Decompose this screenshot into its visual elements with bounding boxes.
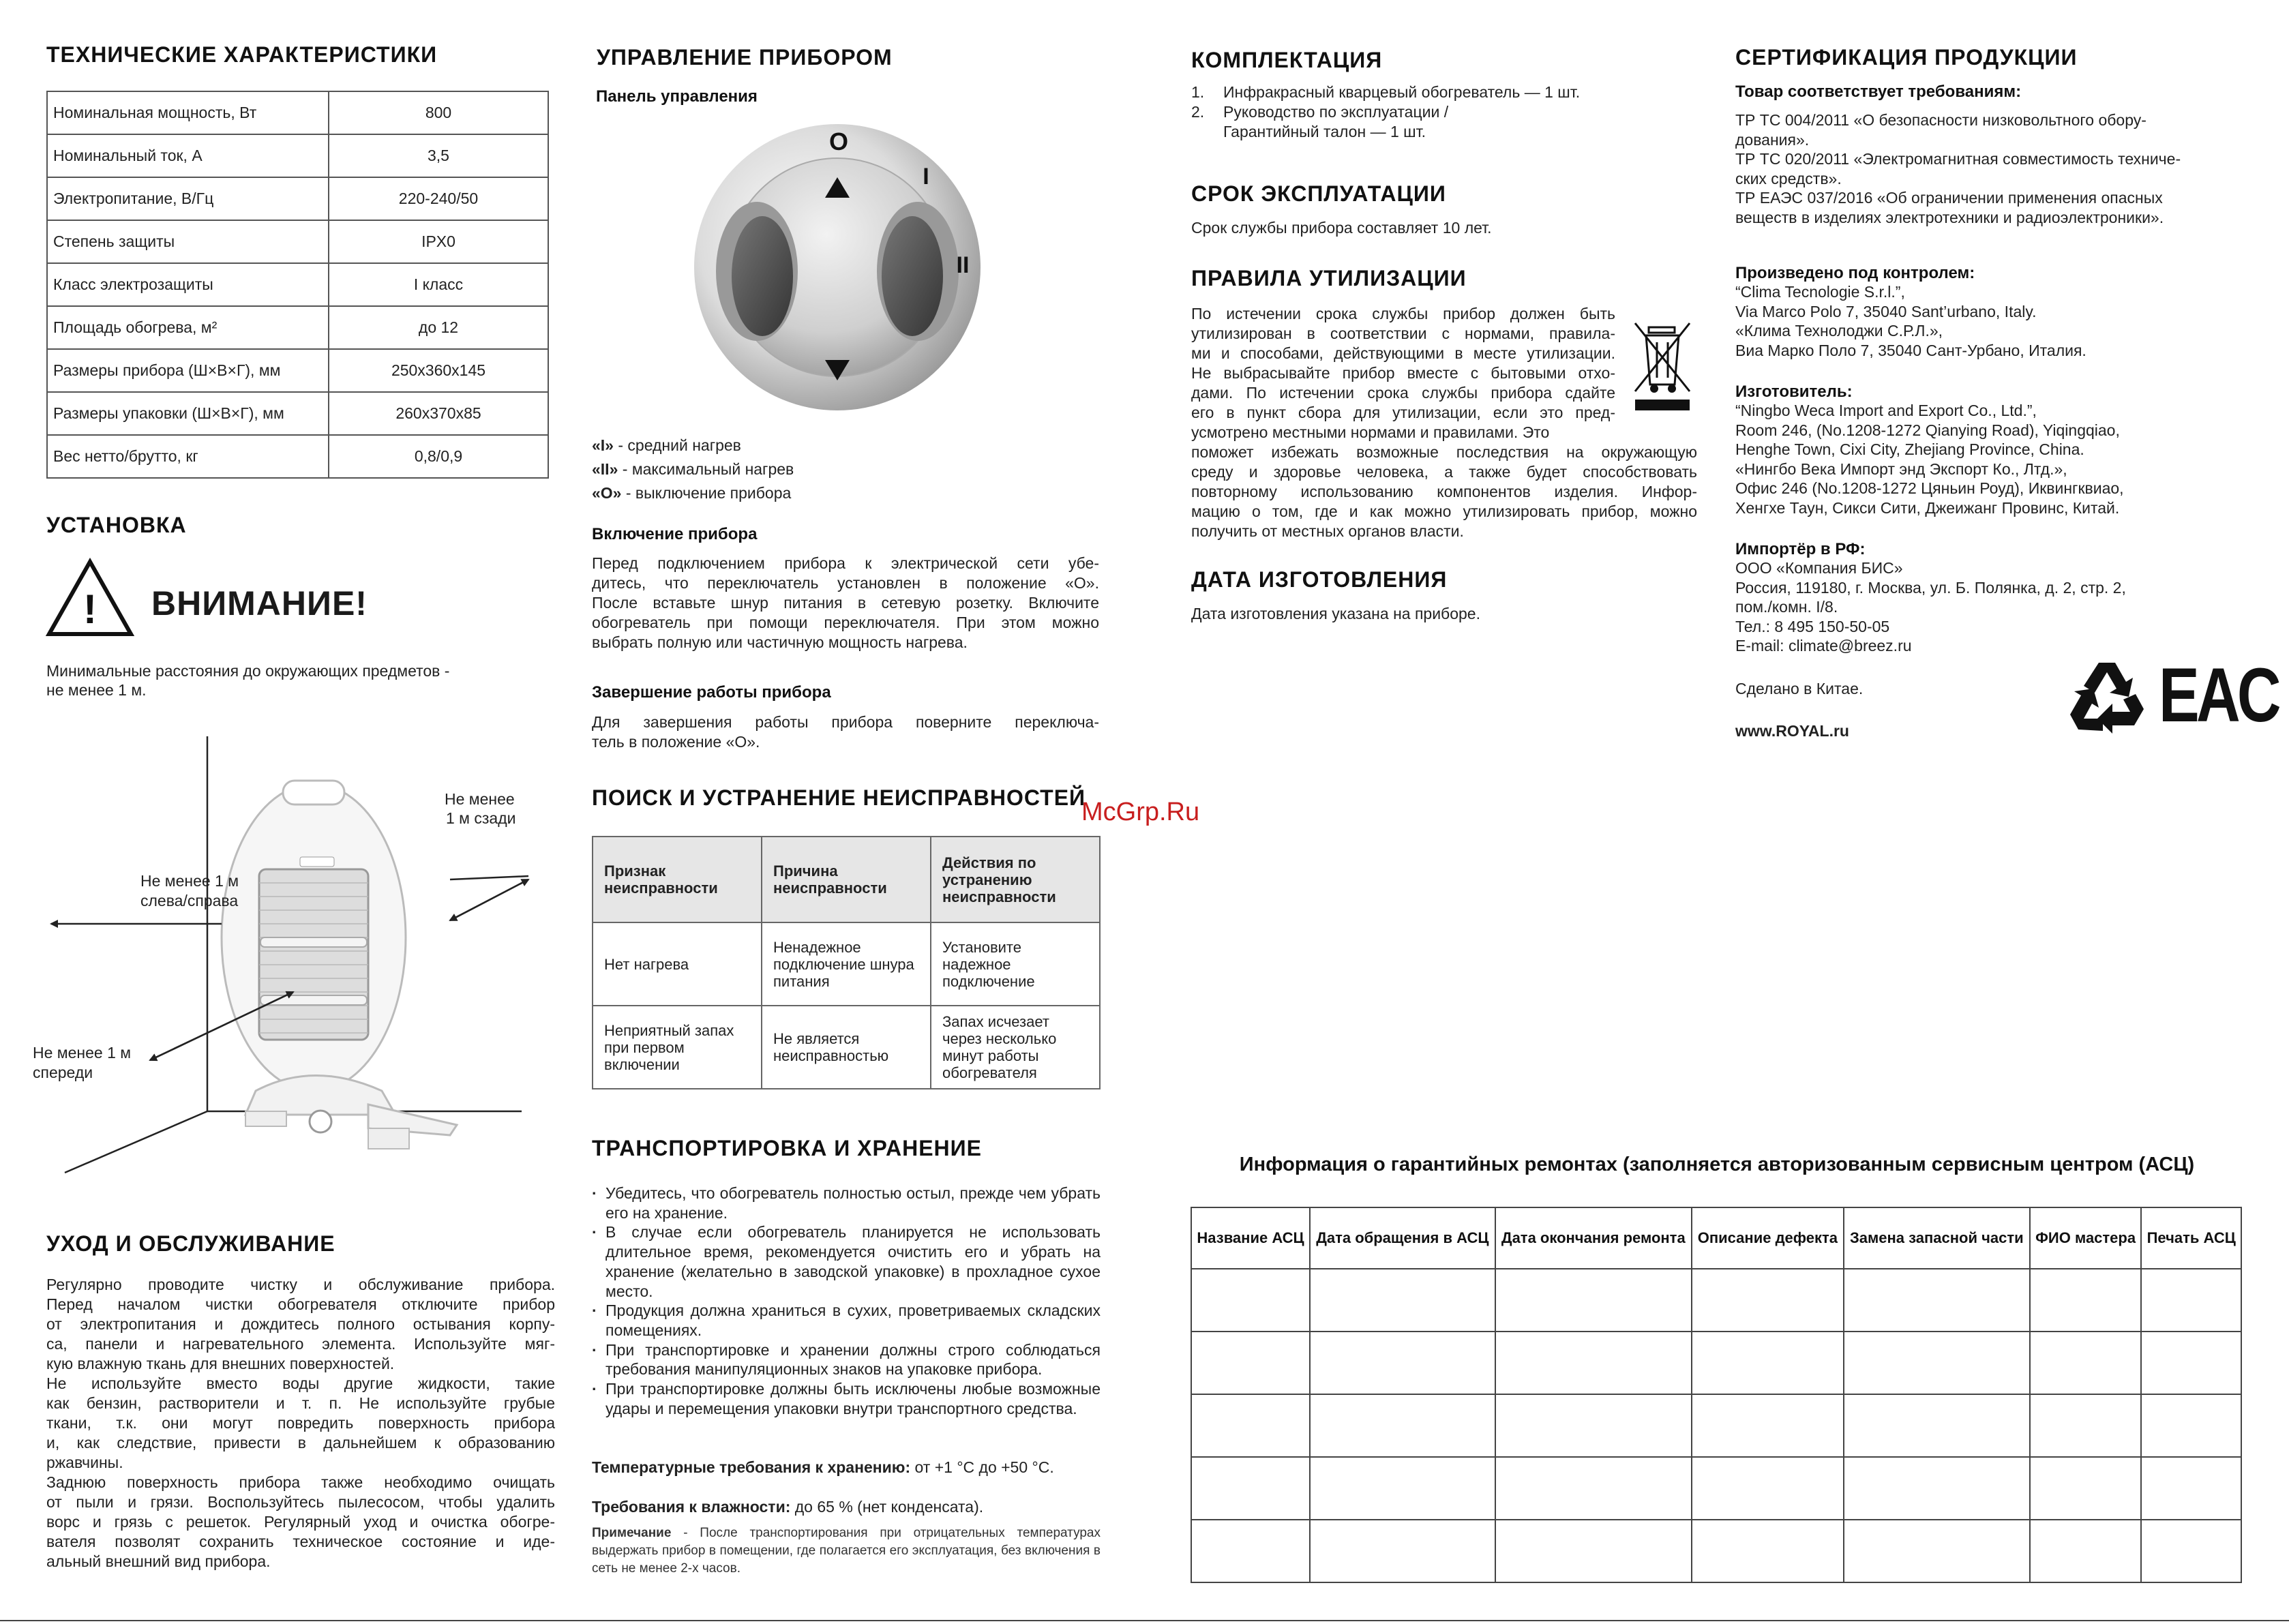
spec-key: Площадь обогрева, м² <box>47 306 329 349</box>
disposal-text-narrow <box>1191 304 1615 442</box>
text-line: ТР ТС 020/2011 «Электромагнитная совместимость техниче- <box>1735 150 2181 168</box>
spec-value: 260х370х85 <box>329 392 548 435</box>
text-line: ТР ЕАЭС 037/2016 «Об ограничении применения опасных <box>1735 189 2163 207</box>
power-on-title: Включение прибора <box>592 525 758 543</box>
transport-bullet: · При транспортировке должны быть исключены любые возможные удары и перемещения упаковки внутри транспортного средства. <box>589 1379 1101 1418</box>
text-line: По истечении срока службы прибор должен быть <box>1191 305 1615 322</box>
spec-value: 250х360х145 <box>329 349 548 392</box>
kit-item-number: 1. <box>1191 83 1205 101</box>
text-line: дами. По истечении срока службы прибора сдайте <box>1191 384 1615 402</box>
text-line: как бензин, растворители и т. п. Не используйте грубые <box>46 1394 555 1412</box>
repair-cell[interactable] <box>1310 1457 1495 1520</box>
repair-header: Печать АСЦ <box>2141 1207 2241 1269</box>
repair-row <box>1191 1332 2241 1394</box>
repair-cell[interactable] <box>1692 1269 1844 1332</box>
spec-key: Номинальная мощность, Вт <box>47 91 329 134</box>
text-line: пом./комн. I/8. <box>1735 598 1838 616</box>
repair-cell[interactable] <box>2141 1269 2241 1332</box>
label-side-1: Не менее 1 м <box>140 872 239 890</box>
min-distance-line-2: не менее 1 м. <box>46 681 147 699</box>
warning-triangle-icon <box>45 558 135 638</box>
text-line: ворс и грязь с решеток. Регулярный уход и очистка обогре- <box>46 1513 555 1531</box>
cert-requirements <box>1735 110 2245 227</box>
spec-value: 3,5 <box>329 134 548 177</box>
legend-text: - выключение прибора <box>621 484 792 502</box>
recycle-icon <box>2065 657 2149 739</box>
kit-item-text: Руководство по эксплуатации / <box>1223 103 1449 121</box>
repair-row <box>1191 1457 2241 1520</box>
text-line: повторному использованию компонентов изделия. Инфор- <box>1191 483 1697 500</box>
text-line: “Clima Tecnologie S.r.l.”, <box>1735 283 1905 301</box>
spec-row <box>47 392 548 435</box>
text-line: и, как следствие, привести в дальнейшем к образованию <box>46 1434 555 1452</box>
text-line: веществ в изделиях электротехники и радиоэлектроники». <box>1735 208 2164 226</box>
label-back-1: Не менее <box>445 790 515 808</box>
knob-label-off: O <box>828 127 849 155</box>
repair-row <box>1191 1269 2241 1332</box>
text-line: Для завершения работы прибора поверните переключа- <box>592 713 1099 731</box>
text-line: «Нингбо Века Импорт энд Экспорт Ко., Лтд.», <box>1735 460 2067 478</box>
disposal-text-wide <box>1191 442 1697 541</box>
control-panel-label: Панель управления <box>596 87 758 106</box>
repair-cell[interactable] <box>1692 1520 1844 1582</box>
kit-item <box>1191 102 1580 122</box>
repair-cell[interactable] <box>1495 1394 1692 1457</box>
trouble-cell: Установите надежное подключение <box>931 922 1100 1006</box>
text-line: утилизирован в соответствии с нормами, правила- <box>1191 325 1615 342</box>
legend-item <box>592 457 794 481</box>
text-line: Виа Марко Поло 7, 35040 Сант-Урбано, Италия. <box>1735 341 2086 359</box>
transport-title: ТРАНСПОРТИРОВКА И ХРАНЕНИЕ <box>592 1136 982 1160</box>
text-line: Заднюю поверхность прибора также необходимо очищать <box>46 1473 555 1491</box>
repair-cell[interactable] <box>1844 1332 2030 1394</box>
spec-row <box>47 177 548 220</box>
spec-row <box>47 134 548 177</box>
text-line: ми и способами, действующими в месте утилизации. <box>1191 344 1615 362</box>
repair-cell[interactable] <box>1191 1457 1310 1520</box>
cert-title: СЕРТИФИКАЦИЯ ПРОДУКЦИИ <box>1735 45 2078 70</box>
trouble-cell: Не является неисправностью <box>762 1006 931 1089</box>
importer-address <box>1735 558 2126 656</box>
label-side-2: слева/справа <box>140 892 239 909</box>
spec-value: IPX0 <box>329 220 548 263</box>
made-in: Сделано в Китае. <box>1735 680 1864 697</box>
repair-row <box>1191 1520 2241 1582</box>
kit-item <box>1191 122 1580 142</box>
care-text <box>46 1275 555 1572</box>
repair-cell[interactable] <box>2141 1520 2241 1582</box>
repair-cell[interactable] <box>1495 1520 1692 1582</box>
weee-bin-icon <box>1631 319 1695 415</box>
spec-row <box>47 91 548 134</box>
text-line: усмотрено местными нормами и правилами. Это <box>1191 423 1550 441</box>
text-line: ткани, т.к. они могут повредить поверхность прибора <box>46 1414 555 1432</box>
text-line: альный внешний вид прибора. <box>46 1552 271 1570</box>
text-line: Не выбрасывайте прибор вместе с бытовыми отхо- <box>1191 364 1615 382</box>
text-line: Офис 246 (No.1208-1272 Цяньин Роуд), Иквингквиао, <box>1735 479 2124 497</box>
install-title: УСТАНОВКА <box>46 513 187 537</box>
repair-header: Описание дефекта <box>1692 1207 1844 1269</box>
trouble-cell: Неприятный запах при первом включении <box>593 1006 762 1089</box>
text-line: “Ningbo Weca Import and Export Co., Ltd.”, <box>1735 402 2037 419</box>
text-line: са, панели и нагревательного элемента. Используйте мяг- <box>46 1335 555 1353</box>
repair-cell[interactable] <box>1310 1332 1495 1394</box>
temp-value: от +1 °C до +50 °C. <box>910 1458 1054 1476</box>
warning-glyph: ! <box>83 586 97 632</box>
text-line: E-mail: climate@breez.ru <box>1735 637 1912 655</box>
text-line: ских средств». <box>1735 169 1842 187</box>
repair-cell[interactable] <box>1844 1457 2030 1520</box>
transport-bullet: · Убедитесь, что обогреватель полностью остыл, прежде чем убрать его на хранение. <box>589 1184 1101 1222</box>
kit-item-text: Инфракрасный кварцевый обогреватель — 1 шт. <box>1223 83 1581 101</box>
legend-symbol: «II» <box>592 460 618 478</box>
control-knob[interactable] <box>689 116 989 423</box>
temp-requirements <box>592 1458 1054 1477</box>
knob-label-max: II <box>956 252 970 278</box>
repair-cell[interactable] <box>1692 1332 1844 1394</box>
repair-header: Дата обращения в АСЦ <box>1310 1207 1495 1269</box>
control-title: УПРАВЛЕНИЕ ПРИБОРОМ <box>597 45 893 70</box>
text-line: Регулярно проводите чистку и обслуживание прибора. <box>46 1276 555 1293</box>
fold-line <box>0 1620 2289 1621</box>
repair-cell[interactable] <box>1495 1332 1692 1394</box>
label-front-2: спереди <box>33 1064 93 1081</box>
text-line: кую влажную ткань для внешних поверхностей. <box>46 1355 395 1372</box>
spec-value: 220-240/50 <box>329 177 548 220</box>
disposal-title: ПРАВИЛА УТИЛИЗАЦИИ <box>1191 266 1467 290</box>
power-on-text <box>592 554 1099 652</box>
kit-title: КОМПЛЕКТАЦИЯ <box>1191 48 1383 72</box>
specs-title: ТЕХНИЧЕСКИЕ ХАРАКТЕРИСТИКИ <box>46 42 438 67</box>
transport-bullet: · Продукция должна храниться в сухих, проветриваемых складских помещениях. <box>589 1301 1101 1340</box>
repair-cell[interactable] <box>1310 1394 1495 1457</box>
repair-cell[interactable] <box>1310 1269 1495 1332</box>
repair-cell[interactable] <box>2030 1457 2142 1520</box>
legend-symbol: «O» <box>592 484 622 502</box>
spec-row <box>47 220 548 263</box>
trouble-header: Действия по устранению неисправности <box>931 837 1100 922</box>
spec-key: Размеры прибора (Ш×В×Г), мм <box>47 349 329 392</box>
text-line: Room 246, (No.1208-1272 Qianying Road), Yiqingqiao, <box>1735 421 2120 439</box>
text-line: поможет избежать возможные последствия на окружающую <box>1191 443 1697 461</box>
trouble-row <box>593 1006 1100 1089</box>
repair-cell[interactable] <box>1844 1269 2030 1332</box>
repair-cell[interactable] <box>2141 1457 2241 1520</box>
maker-title: Изготовитель: <box>1735 382 1853 401</box>
text-line: вателя позволят сохранить техническое состояние и иде- <box>46 1533 555 1550</box>
spec-value: до 12 <box>329 306 548 349</box>
text-line: ООО «Компания БИС» <box>1735 559 1903 577</box>
repair-cell[interactable] <box>1844 1394 2030 1457</box>
text-line: от пыли и грязи. Воспользуйтесь пылесосом, чтобы удалить <box>46 1493 555 1511</box>
text-line: Перед началом чистки обогревателя отключите прибор <box>46 1295 555 1313</box>
legend-symbol: «I» <box>592 436 614 454</box>
text-line: «Клима Технолоджи С.Р.Л.», <box>1735 322 1943 340</box>
repair-cell[interactable] <box>2030 1332 2142 1394</box>
repair-table <box>1191 1207 2242 1583</box>
repair-cell[interactable] <box>2030 1269 2142 1332</box>
power-off-text <box>592 712 1099 752</box>
humidity-label: Требования к влажности: <box>592 1498 791 1516</box>
eac-mark: EAC <box>2159 652 2278 738</box>
maker-address <box>1735 401 2124 517</box>
trouble-header: Признак неисправности <box>593 837 762 922</box>
temp-label: Температурные требования к хранению: <box>592 1458 911 1476</box>
repair-header: Замена запасной части <box>1844 1207 2030 1269</box>
repair-cell[interactable] <box>1844 1520 2030 1582</box>
trouble-title: ПОИСК И УСТРАНЕНИЕ НЕИСПРАВНОСТЕЙ <box>592 785 1086 810</box>
specs-table <box>46 91 549 479</box>
text-line: Хенгхе Таун, Сикси Сити, Джеижанг Провинс, Китай. <box>1735 498 2120 517</box>
text-line: Перед подключением прибора к электрической сети убе- <box>592 554 1099 572</box>
note-label: Примечание <box>592 1526 672 1540</box>
transport-bullet: · В случае если обогреватель планируется не использовать длительное время, рекомендуется очистить его и убрать на хранение (желательно в заводской упаковке) в прохладное сухое место. <box>589 1222 1101 1301</box>
repair-cell[interactable] <box>1692 1394 1844 1457</box>
text-line: выбрать полную или частичную мощность нагрева. <box>592 633 968 651</box>
text-line: получить от местных органов власти. <box>1191 522 1464 540</box>
text-line: Тел.: 8 495 150-50-05 <box>1735 617 1890 635</box>
spec-row <box>47 263 548 306</box>
trouble-cell: Ненадежное подключение шнура питания <box>762 922 931 1006</box>
knob-legend <box>592 434 794 505</box>
repair-cell[interactable] <box>2141 1332 2241 1394</box>
legend-item <box>592 434 794 457</box>
repair-title: Информация о гарантийных ремонтах (заполняется авторизованным сервисным центром (АСЦ) <box>1239 1154 2195 1175</box>
repair-cell[interactable] <box>1310 1520 1495 1582</box>
transport-note <box>592 1524 1101 1578</box>
label-back-2: 1 м сзади <box>446 809 516 827</box>
min-distance-line-1: Минимальные расстояния до окружающих предметов - <box>46 662 450 680</box>
text-line: среду и здоровье человека, а также будет способствовать <box>1191 463 1697 481</box>
life-text: Срок службы прибора составляет 10 лет. <box>1191 219 1492 237</box>
repair-header: ФИО мастера <box>2030 1207 2142 1269</box>
kit-item <box>1191 82 1580 102</box>
text-line: Henghe Town, Cixi City, Zhejiang Province, China. <box>1735 440 2084 458</box>
knob-label-mid: I <box>923 164 929 190</box>
care-title: УХОД И ОБСЛУЖИВАНИЕ <box>46 1231 335 1256</box>
cert-req-title: Товар соответствует требованиям: <box>1735 82 2022 101</box>
spec-value: 800 <box>329 91 548 134</box>
text-line: обогреватель при помощи переключателя. При этом можно <box>592 614 1099 631</box>
manufacture-date-text: Дата изготовления указана на приборе. <box>1191 605 1480 622</box>
repair-cell[interactable] <box>1191 1520 1310 1582</box>
spec-row <box>47 349 548 392</box>
repair-cell[interactable] <box>2141 1394 2241 1457</box>
text-line: мацию о том, где и как можно утилизировать прибор, можно <box>1191 502 1697 520</box>
website-link[interactable]: www.ROYAL.ru <box>1735 722 1849 740</box>
importer-title: Импортёр в РФ: <box>1735 540 1866 558</box>
spec-value: I класс <box>329 263 548 306</box>
humidity-requirements <box>592 1497 983 1517</box>
legend-text: - средний нагрев <box>613 436 741 454</box>
spec-key: Электропитание, В/Гц <box>47 177 329 220</box>
label-front-1: Не менее 1 м <box>33 1044 132 1062</box>
repair-header: Название АСЦ <box>1191 1207 1310 1269</box>
trouble-cell: Запах исчезает через несколько минут работы обогревателя <box>931 1006 1100 1089</box>
spec-key: Класс электрозащиты <box>47 263 329 306</box>
spec-row <box>47 306 548 349</box>
repair-cell[interactable] <box>1191 1269 1310 1332</box>
kit-item-text: Гарантийный талон — 1 шт. <box>1223 123 1426 140</box>
power-off-title: Завершение работы прибора <box>592 683 831 702</box>
text-line: Via Marco Polo 7, 35040 Sant’urbano, Italy. <box>1735 302 2037 320</box>
spec-key: Вес нетто/брутто, кг <box>47 435 329 478</box>
text-line: от электропитания и дождитесь полного остывания корпу- <box>46 1315 555 1333</box>
life-title: СРОК ЭКСПЛУАТАЦИИ <box>1191 181 1446 206</box>
repair-cell[interactable] <box>2030 1394 2142 1457</box>
repair-header: Дата окончания ремонта <box>1495 1207 1692 1269</box>
warning-title: ВНИМАНИЕ! <box>151 584 368 622</box>
repair-cell[interactable] <box>1692 1457 1844 1520</box>
trouble-header: Причина неисправности <box>762 837 931 922</box>
text-line: ржавчины. <box>46 1454 123 1471</box>
repair-cell[interactable] <box>1191 1332 1310 1394</box>
text-line: тель в положение «O». <box>592 733 760 751</box>
text-line: ТР ТС 004/2011 «О безопасности низковольтного обору- <box>1735 111 2146 129</box>
repair-cell[interactable] <box>1495 1269 1692 1332</box>
spec-value: 0,8/0,9 <box>329 435 548 478</box>
text-line: Россия, 119180, г. Москва, ул. Б. Полянка, д. 2, стр. 2, <box>1735 578 2126 597</box>
legend-text: - максимальный нагрев <box>618 460 794 478</box>
text-line: дования». <box>1735 130 1810 149</box>
repair-cell[interactable] <box>1495 1457 1692 1520</box>
trouble-table <box>592 836 1101 1089</box>
repair-cell[interactable] <box>1191 1394 1310 1457</box>
trouble-cell: Нет нагрева <box>593 922 762 1006</box>
control-company-address <box>1735 282 2086 360</box>
spec-key: Размеры упаковки (Ш×В×Г), мм <box>47 392 329 435</box>
kit-list <box>1191 82 1580 142</box>
humidity-value: до 65 % (нет конденсата). <box>790 1498 984 1516</box>
repair-cell[interactable] <box>2030 1520 2142 1582</box>
note-text: - После транспортирования при отрицательных температурах выдержать прибор в помещении, где полагается его эксплуатация, без включения в сеть не менее 2-х часов. <box>592 1526 1101 1576</box>
spec-key: Степень защиты <box>47 220 329 263</box>
watermark: McGrp.Ru <box>1081 798 1200 826</box>
manufacture-date-title: ДАТА ИЗГОТОВЛЕНИЯ <box>1191 567 1448 592</box>
spec-row <box>47 435 548 478</box>
transport-bullet: · При транспортировке и хранении должны строго соблюдаться требования манипуляционных знаков на упаковке прибора. <box>589 1340 1101 1379</box>
text-line: Не используйте вместо воды другие жидкости, такие <box>46 1374 555 1392</box>
transport-list <box>589 1184 1101 1418</box>
kit-item-number: 2. <box>1191 103 1205 121</box>
repair-row <box>1191 1394 2241 1457</box>
control-company-title: Произведено под контролем: <box>1735 264 1975 282</box>
text-line: его в пункт сбора для утилизации, если это пред- <box>1191 404 1615 421</box>
trouble-row <box>593 922 1100 1006</box>
text-line: дитесь, что переключатель установлен в положение «O». <box>592 574 1099 592</box>
spec-key: Номинальный ток, А <box>47 134 329 177</box>
legend-item <box>592 481 794 505</box>
text-line: После вставьте шнур питания в сетевую розетку. Включите <box>592 594 1099 612</box>
